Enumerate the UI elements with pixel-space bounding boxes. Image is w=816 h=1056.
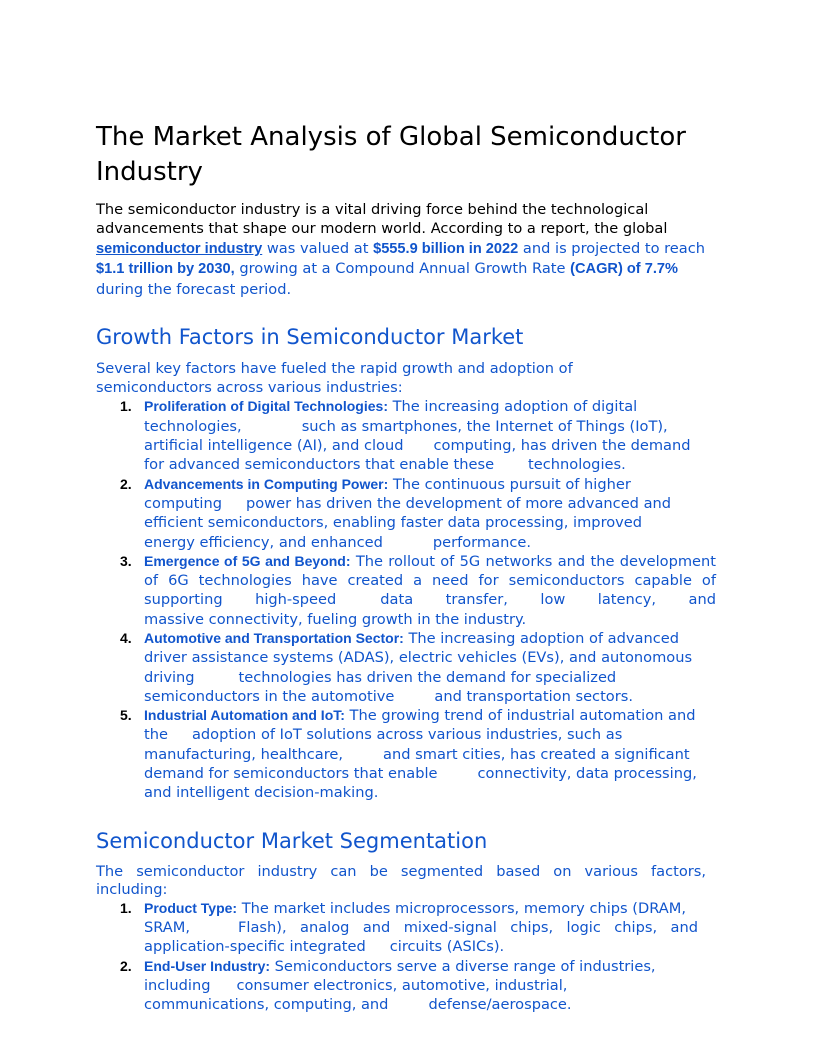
intro-text: The semiconductor industry is a vital driving force behind the technological advancements that shape our modern world. According to a report, the global (96, 201, 668, 238)
item-term: Industrial Automation and IoT: (144, 707, 345, 724)
list-item: 4. Automotive and Transportation Sector: The increasing adoption of advanced driver assistance systems (ADAS), electric vehicles (EVs), and autonomous driving technologies has driven the demand for specialized semiconductors in the automotive and transportation sectors. (120, 630, 693, 705)
list-item: 1. Proliferation of Digital Technologies: The increasing adoption of digital technologies, such as smartphones, the Internet of Things (IoT), artificial intelligence (AI), and cloud computing, has driven the demand for advanced semiconductors that enable these technologies. (120, 398, 691, 474)
growth-lead: Several key factors have fueled the rapid growth and adoption of semiconductors across various industries: (96, 360, 573, 397)
intro-part4: during the forecast period. (96, 280, 292, 298)
list-item: 2. Advancements in Computing Power: The continuous pursuit of higher computing power has driven the development of more advanced and efficient semiconductors, enabling faster data processing, improved energy efficiency, and enhanced performance. (120, 475, 672, 551)
list-item: 1. Product Type: The market includes microprocessors, memory chips (DRAM, SRAM, Flash), analog and mixed-signal chips, logic chips, and application-specific integrated circuits (ASICs). (120, 899, 698, 956)
document-title: The Market Analysis of Global Semiconductor Industry (96, 122, 686, 187)
growth-list (96, 397, 717, 802)
item-term: Product Type: (144, 899, 238, 916)
list-item: 2. End-User Industry: Semiconductors serve a diverse range of industries, including consumer electronics, automotive, industrial, communications, computing, and defense/aerospace. (120, 957, 656, 1014)
document-page (96, 120, 717, 1014)
intro-part3: growing at a Compound Annual Growth Rate (234, 260, 571, 278)
item-term: Proliferation of Digital Technologies: (144, 398, 388, 415)
list-item: 5. Industrial Automation and IoT: The growing trend of industrial automation and the adoption of IoT solutions across various industries, such as manufacturing, healthcare, and smart cities, has created a significant demand for semiconductors that enable connectivity, data processing, and intelligent decision-making. (120, 707, 697, 802)
intro-part1: was valued at (262, 239, 374, 257)
growth-heading: Growth Factors in Semiconductor Market (96, 325, 524, 350)
valuation-2022: $555.9 billion in 2022 (373, 240, 519, 257)
intro-part2: and is projected to reach (518, 239, 706, 257)
item-term: End-User Industry: (144, 957, 271, 974)
segmentation-lead: The semiconductor industry can be segmented based on various factors, including: (96, 862, 706, 898)
semiconductor-industry-link[interactable]: semiconductor industry (96, 240, 263, 257)
item-term: Automotive and Transportation Sector: (144, 630, 404, 646)
intro-paragraph (96, 200, 706, 299)
list-item: 3. Emergence of 5G and Beyond: The rollout of 5G networks and the development of 6G technologies have created a need for semiconductors capable of supporting high-speed data transfer, low latency, and massive connectivity, fueling growth in the industry. (120, 552, 717, 628)
segmentation-heading: Semiconductor Market Segmentation (96, 828, 488, 853)
cagr-value: (CAGR) of 7.7% (570, 261, 678, 278)
projection-2030: $1.1 trillion by 2030, (96, 261, 235, 278)
item-term: Emergence of 5G and Beyond: (144, 552, 351, 569)
segmentation-list (96, 899, 706, 1015)
item-term: Advancements in Computing Power: (144, 475, 389, 492)
